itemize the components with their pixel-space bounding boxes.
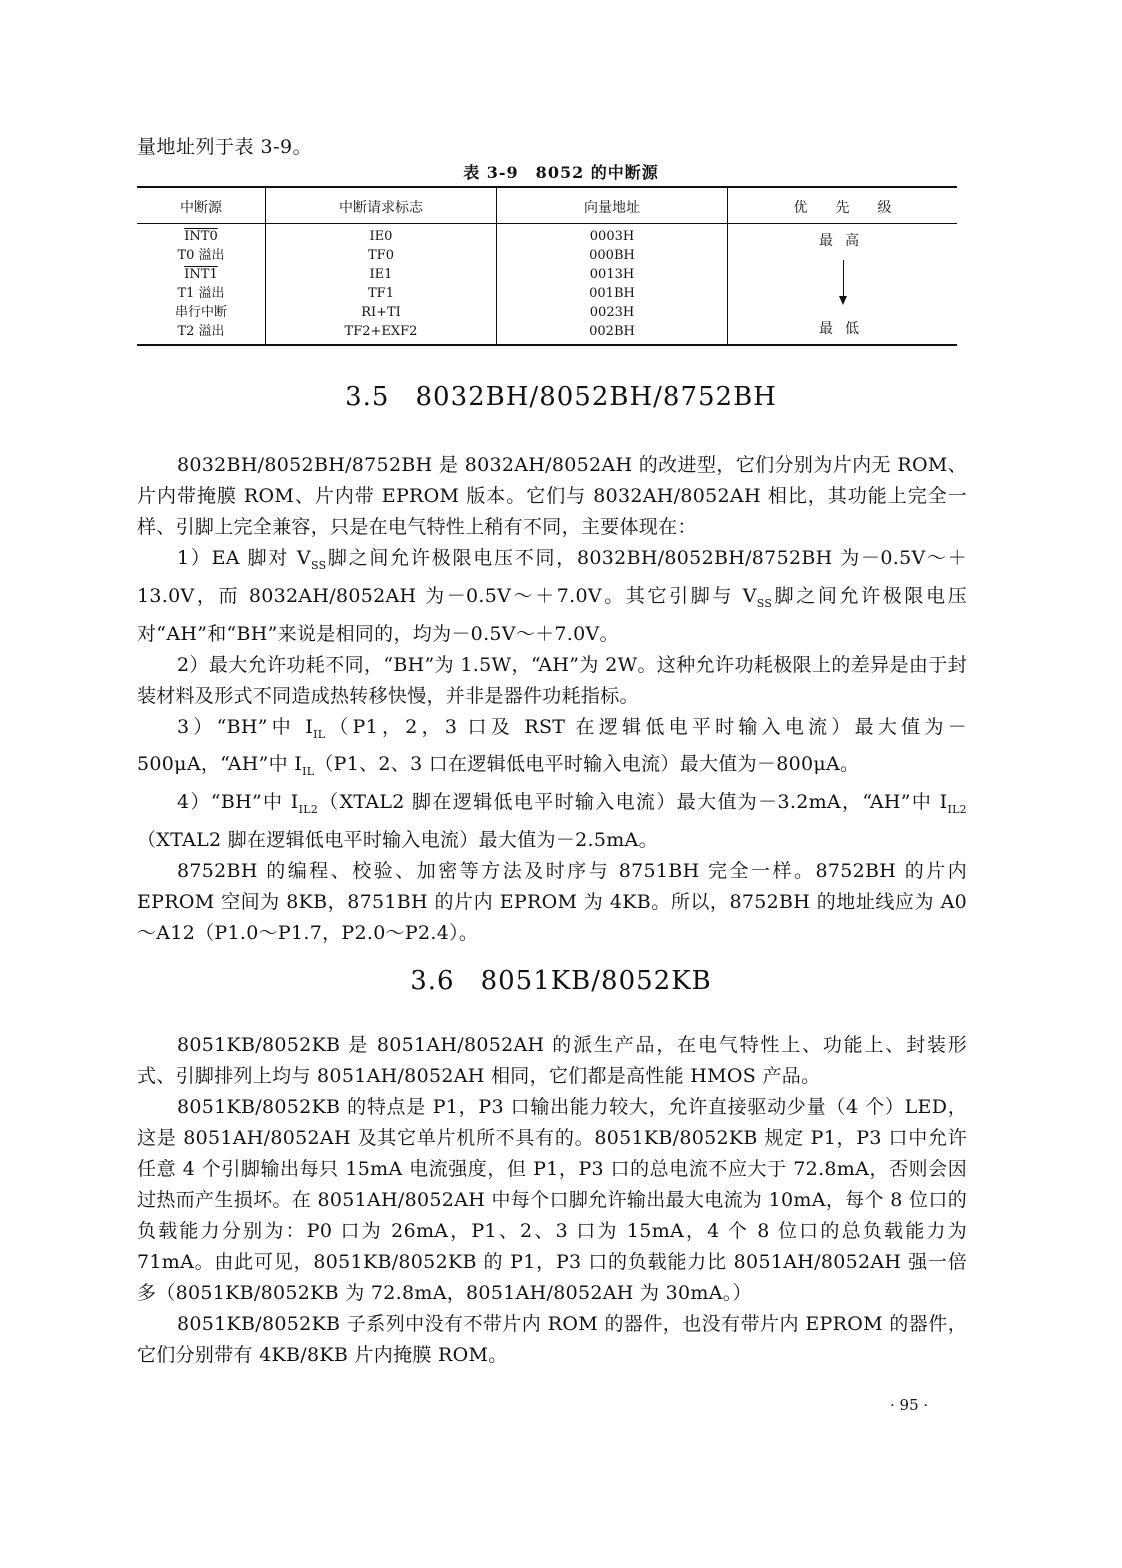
- section-3-5-body: [137, 450, 967, 949]
- priority-arrow-line: [843, 260, 844, 300]
- table-cell-vector: 0003H: [589, 229, 635, 244]
- table-cell-source: T2 溢出: [177, 324, 225, 339]
- intro-text: 量地址列于表 3-9。: [137, 136, 313, 158]
- table-cell-flag: TF1: [368, 286, 394, 301]
- paragraph: 8032BH/8052BH/8752BH 是 8032AH/8052AH 的改进型，它们分别为片内无 ROM、片内带掩膜 ROM、片内带 EPROM 版本。它们与 8032AH/8052AH 相比，其功能上完全一样、引脚上完全兼容，只是在电气特性上稍有不同，主要体现在：: [137, 454, 967, 538]
- priority-high-label: 最高: [819, 233, 871, 249]
- paragraph: 4）“BH”中 $I_{IL2}(XTAL2$ 脚在逻辑低电平时输入电流）最大值为－3.2mA，“AH”中 $I_{IL2}(XTAL2$ 脚在逻辑低电平时输入电流）最大值为－2.5mA。: [137, 791, 967, 851]
- table-bottom-rule: [137, 344, 957, 346]
- table-cell-flag: TF2+EXF2: [344, 324, 418, 339]
- paragraph: 8051KB/8052KB 的特点是 P1，P3 口输出能力较大，允许直接驱动少量（4 个）LED，这是 8051AH/8052AH 及其它单片机所不具有的。8051KB/8052KB 规定 P1，P3 口中允许任意 4 个引脚输出每只 15mA 电流强度，但 P1，P3 口的总电流不应大于 72.8mA，否则会因过热而产生损坏。在 8051AH/8052AH 中每个口脚允许输出最大电流为 10mA，每个 8 位口的负载能力分别为：P0 口为 26mA，P1、2、3 口为 15mA，4 个 8 位口的总负载能力为 71mA。由此可见，8051KB/8052KB 的 P1，P3 口的负载能力比 8051AH/8052AH 强一倍多（8051KB/8052KB 为 72.8mA，8051AH/8052AH 为 30mA。）: [137, 1096, 967, 1304]
- table-cell-vector: 0023H: [589, 305, 635, 320]
- table-cell-vector: 002BH: [589, 324, 635, 339]
- paragraph: 8051KB/8052KB 子系列中没有不带片内 ROM 的器件，也没有带片内 EPROM 的器件，它们分别带有 4KB/8KB 片内掩膜 ROM。: [137, 1313, 967, 1366]
- table-cell-vector: 000BH: [589, 248, 635, 263]
- table-cell-source: INT0: [184, 229, 218, 244]
- section-3-6-body: [137, 1030, 967, 1371]
- priority-low-label: 最低: [819, 321, 871, 337]
- section-number: 3.6: [410, 966, 455, 996]
- table-cell-source: INT1: [184, 267, 218, 282]
- priority-arrow-head-icon: [839, 296, 847, 305]
- table-cell-vector: 0013H: [589, 267, 635, 282]
- header-source: 中断源: [180, 200, 222, 216]
- table-cell-vector: 001BH: [589, 286, 635, 301]
- paragraph: 2）最大允许功耗不同，“BH”为 1.5W，“AH”为 2W。这种允许功耗极限上的差异是由于封装材料及形式不同造成热转移快慢，并非是器件功耗指标。: [137, 653, 967, 707]
- section-3-5-heading: [0, 382, 1122, 412]
- table-cell-source: 串行中断: [174, 305, 227, 320]
- paragraph: 1）EA 脚对 $V_{SS}$脚之间允许极限电压不同，8032BH/8052BH/8752BH 为－0.5V～＋13.0V，而 8032AH/8052AH 为－0.5V～＋7.0V。其它引脚与 $V_{SS}$脚之间允许极限电压对“AH”和“BH”来说是相同的，均为－0.5V～＋7.0V。: [137, 547, 968, 645]
- header-flag: 中断请求标志: [339, 200, 423, 216]
- table-cell-flag: RI+TI: [361, 305, 401, 320]
- header-priority: 优 先 级: [793, 200, 892, 216]
- paragraph: 3）“BH”中 $I_{IL}(P1$，2，3 口及 RST 在逻辑低电平时输入电流）最大值为－500μA，“AH”中 $I_{IL}(P1$、2、3 口在逻辑低电平时输入电流）最大值为－800μA。: [137, 715, 967, 779]
- table-cell-source: T1 溢出: [177, 286, 225, 301]
- section-title: 8032BH/8052BH/8752BH: [415, 382, 777, 412]
- paragraph: 8752BH 的编程、校验、加密等方法及时序与 8751BH 完全一样。8752BH 的片内 EPROM 空间为 8KB，8751BH 的片内 EPROM 为 4KB。所以，8752BH 的地址线应为 A0～A12（P1.0～P1.7，P2.0～P2.4）。: [137, 859, 967, 944]
- table-cell-flag: IE1: [369, 267, 393, 282]
- paragraph: 8051KB/8052KB 是 8051AH/8052AH 的派生产品，在电气特性上、功能上、封装形式、引脚排列上均与 8051AH/8052AH 相同，它们都是高性能 HMOS 产品。: [137, 1034, 967, 1087]
- section-title: 8051KB/8052KB: [480, 966, 712, 996]
- header-vector: 向量地址: [584, 200, 640, 216]
- table-caption: 表 3-9 8052 的中断源: [463, 163, 659, 182]
- section-3-6-heading: [0, 966, 1122, 996]
- page-number: · 95 ·: [890, 1396, 929, 1414]
- table-top-rule: [137, 186, 957, 188]
- table-header-rule: [137, 223, 957, 224]
- table-cell-source: T0 溢出: [177, 248, 225, 263]
- section-number: 3.5: [345, 382, 390, 412]
- table-cell-flag: TF0: [368, 248, 394, 263]
- table-cell-flag: IE0: [369, 229, 393, 244]
